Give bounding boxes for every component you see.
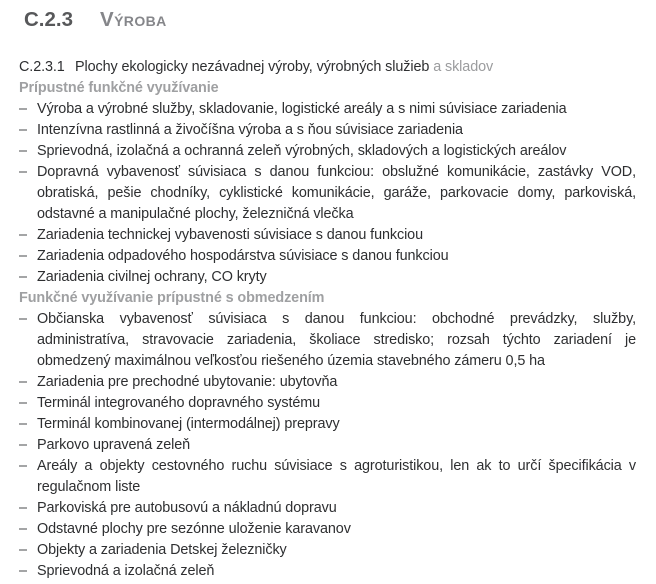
dash-bullet-icon: – bbox=[19, 437, 27, 453]
list-item-text: Výroba a výrobné služby, skladovanie, logistické areály a s nimi súvisiace zariadenia bbox=[37, 101, 567, 117]
dash-bullet-icon: – bbox=[19, 101, 27, 117]
usage-section bbox=[19, 78, 636, 288]
subsection-number: C.2.3.1 bbox=[19, 59, 65, 75]
list-item-text: Občianska vybavenosť súvisiaca s danou funkciou: obchodné prevádzky, služby, administratíva, stravovacie zariadenia, školiace stredisko; rozsah týchto zariadení je obmedzený maximálnou veľkosťou riešeného územia stavebného zámeru 0,5 ha bbox=[37, 311, 636, 369]
list-item bbox=[19, 456, 636, 498]
item-list bbox=[19, 99, 636, 288]
dash-bullet-icon: – bbox=[19, 248, 27, 264]
section-heading bbox=[24, 8, 636, 32]
list-item-text: Zariadenia technickej vybavenosti súvisiace s danou funkciou bbox=[37, 227, 423, 243]
dash-bullet-icon: – bbox=[19, 122, 27, 138]
list-item bbox=[19, 498, 636, 519]
subsection-title-main: Plochy ekologicky nezávadnej výroby, výrobných služieb bbox=[75, 59, 430, 75]
list-item bbox=[19, 246, 636, 267]
list-item bbox=[19, 540, 636, 561]
dash-bullet-icon: – bbox=[19, 311, 27, 327]
list-item-text: Terminál integrovaného dopravného systému bbox=[37, 395, 321, 411]
list-item-text: Objekty a zariadenia Detskej železničky bbox=[37, 542, 287, 558]
dash-bullet-icon: – bbox=[19, 458, 27, 474]
subsection-title bbox=[75, 57, 493, 78]
list-item bbox=[19, 141, 636, 162]
subsection-heading bbox=[19, 57, 636, 78]
dash-bullet-icon: – bbox=[19, 269, 27, 285]
section-number: C.2.3 bbox=[24, 8, 73, 31]
list-item-text: Terminál kombinovanej (intermodálnej) prepravy bbox=[37, 416, 340, 432]
list-item-text: Odstavné plochy pre sezónne uloženie karavanov bbox=[37, 521, 351, 537]
dash-bullet-icon: – bbox=[19, 542, 27, 558]
list-item bbox=[19, 435, 636, 456]
list-item bbox=[19, 225, 636, 246]
list-item bbox=[19, 414, 636, 435]
dash-bullet-icon: – bbox=[19, 374, 27, 390]
dash-bullet-icon: – bbox=[19, 164, 27, 180]
list-item-text: Dopravná vybavenosť súvisiaca s danou funkciou: obslužné komunikácie, zastávky VOD, obratiská, pešie chodníky, cyklistické komunikácie, garáže, parkovacie domy, parkoviská, odstavné a manipulačné plochy, železničná vlečka bbox=[37, 164, 636, 222]
list-item-text: Parkovo upravená zeleň bbox=[37, 437, 190, 453]
dash-bullet-icon: – bbox=[19, 563, 27, 579]
usage-section bbox=[19, 288, 636, 582]
list-item bbox=[19, 372, 636, 393]
section-title: Výroba bbox=[100, 8, 167, 31]
list-item bbox=[19, 99, 636, 120]
list-item bbox=[19, 393, 636, 414]
dash-bullet-icon: – bbox=[19, 395, 27, 411]
section-label: Funkčné využívanie prípustné s obmedzením bbox=[19, 290, 325, 306]
list-item bbox=[19, 561, 636, 582]
list-item-text: Areály a objekty cestovného ruchu súvisiace s agroturistikou, len ak to určí špecifikácia v regulačnom liste bbox=[37, 458, 636, 495]
list-item-text: Zariadenia odpadového hospodárstva súvisiace s danou funkciou bbox=[37, 248, 449, 264]
section-label: Prípustné funkčné využívanie bbox=[19, 80, 219, 96]
dash-bullet-icon: – bbox=[19, 500, 27, 516]
list-item-text: Sprievodná a izolačná zeleň bbox=[37, 563, 215, 579]
list-item-text: Parkoviská pre autobusovú a nákladnú dopravu bbox=[37, 500, 337, 516]
list-item-text: Zariadenia civilnej ochrany, CO kryty bbox=[37, 269, 267, 285]
list-item bbox=[19, 309, 636, 372]
list-item bbox=[19, 120, 636, 141]
list-item-text: Intenzívna rastlinná a živočíšna výroba a s ňou súvisiace zariadenia bbox=[37, 122, 463, 138]
item-list bbox=[19, 309, 636, 582]
dash-bullet-icon: – bbox=[19, 521, 27, 537]
list-item-text: Zariadenia pre prechodné ubytovanie: ubytovňa bbox=[37, 374, 338, 390]
subsection-title-faded: a skladov bbox=[429, 59, 494, 75]
list-item-text: Sprievodná, izolačná a ochranná zeleň výrobných, skladových a logistických areálov bbox=[37, 143, 567, 159]
dash-bullet-icon: – bbox=[19, 416, 27, 432]
list-item bbox=[19, 162, 636, 225]
dash-bullet-icon: – bbox=[19, 227, 27, 243]
dash-bullet-icon: – bbox=[19, 143, 27, 159]
sections-container bbox=[19, 78, 636, 582]
list-item bbox=[19, 519, 636, 540]
list-item bbox=[19, 267, 636, 288]
